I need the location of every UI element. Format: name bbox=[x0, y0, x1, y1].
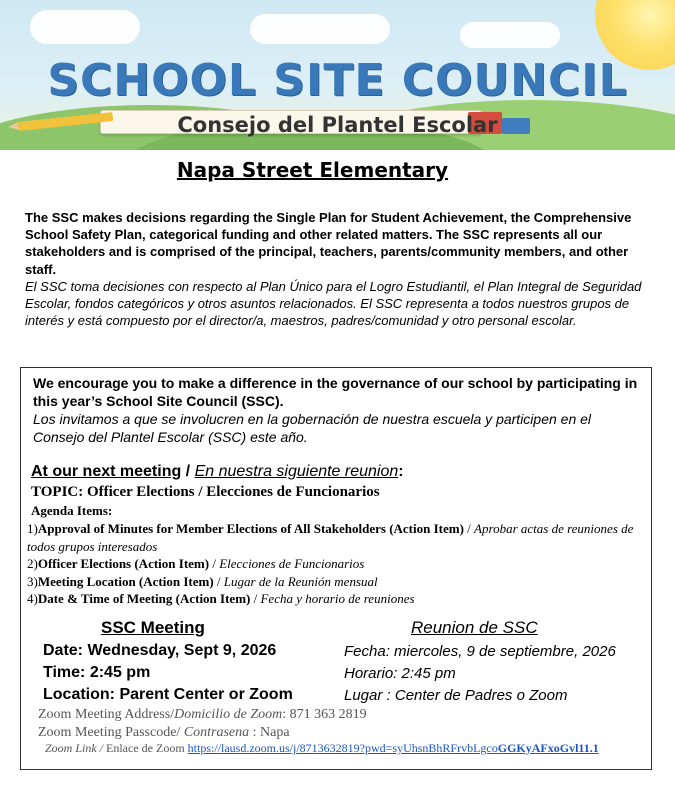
cloud-illustration bbox=[30, 10, 140, 44]
next-meeting-colon: : bbox=[398, 463, 404, 480]
zoom-link-label: Zoom Link / bbox=[45, 741, 107, 755]
school-name: Napa Street Elementary bbox=[176, 158, 449, 182]
zoom-link-text-tail: GGKyAFxoGvl11.1 bbox=[497, 741, 599, 755]
reunion-heading: Reunion de SSC bbox=[411, 618, 538, 637]
agenda-list bbox=[27, 520, 647, 608]
meeting-time-spanish: Horario: 2:45 pm bbox=[344, 665, 456, 682]
intro-english: The SSC makes decisions regarding the Single Plan for Student Achievement, the Comprehensive School Safety Plan, categorical funding and other related matters. The SSC represents all our stakeholders and is comprised of the principal, teachers, parents/community members, and other staff. bbox=[25, 210, 632, 277]
agenda-item-english: Approval of Minutes for Member Elections of All Stakeholders (Action Item) bbox=[37, 521, 464, 536]
meeting-topic: TOPIC: Officer Elections / Elecciones de Funcionarios bbox=[31, 484, 380, 500]
meeting-date-spanish: Fecha: miercoles, 9 de septiembre, 2026 bbox=[344, 643, 616, 660]
agenda-item-spanish: Aprobar actas de reuniones de todos grupos interesados bbox=[27, 521, 634, 554]
agenda-item-separator: / bbox=[213, 573, 224, 589]
zoom-meeting-link[interactable] bbox=[188, 741, 599, 755]
cloud-illustration bbox=[250, 14, 390, 44]
zoom-address-value: : 871 363 2819 bbox=[282, 707, 367, 722]
zoom-address-label-spanish: Domicilio de Zoom bbox=[174, 707, 283, 722]
zoom-passcode bbox=[38, 725, 290, 741]
agenda-item-separator: / bbox=[463, 521, 475, 536]
meeting-location-spanish: Lugar : Center de Padres o Zoom bbox=[344, 687, 568, 704]
header-banner bbox=[0, 0, 675, 150]
agenda-item-spanish: Lugar de la Reunión mensual bbox=[223, 573, 378, 589]
zoom-link-label-spanish: Enlace de Zoom bbox=[106, 741, 188, 755]
meeting-time-english: Time: 2:45 pm bbox=[43, 664, 151, 681]
agenda-item-english: Date & Time of Meeting (Action Item) bbox=[37, 591, 251, 606]
meeting-location-english: Location: Parent Center or Zoom bbox=[43, 686, 293, 703]
agenda-heading: Agenda Items: bbox=[31, 503, 113, 518]
agenda-item bbox=[27, 573, 647, 591]
agenda-item-number: 1) bbox=[27, 521, 38, 536]
zoom-address bbox=[38, 707, 367, 723]
zoom-link-text: https://lausd.zoom.us/j/8713632819?pwd=syUhsnBhRFrvbLgco bbox=[187, 741, 498, 755]
intro-spanish: El SSC toma decisiones con respecto al Plan Único para el Logro Estudiantil, el Plan Integral de Seguridad Escolar, fondos categóricos y otros asuntos relacionados. El SSC representa a todos nuestros grupos de interés y está compuesto por el director/a, maestros, padres/comunidad y otro personal escolar. bbox=[25, 278, 642, 329]
encourage-section bbox=[33, 374, 643, 446]
agenda-item-number: 3) bbox=[27, 573, 38, 589]
zoom-passcode-label-spanish: Contrasena bbox=[183, 725, 250, 740]
zoom-passcode-label: Zoom Meeting Passcode/ bbox=[38, 725, 184, 740]
cloud-illustration bbox=[460, 22, 560, 48]
zoom-passcode-value: : Napa bbox=[249, 725, 290, 740]
agenda-item-spanish: Elecciones de Funcionarios bbox=[219, 556, 365, 571]
intro-section bbox=[25, 209, 645, 329]
agenda-item-separator: / bbox=[250, 591, 261, 606]
agenda-item-english: Officer Elections (Action Item) bbox=[37, 556, 210, 571]
agenda-item-english: Meeting Location (Action Item) bbox=[37, 573, 214, 589]
meeting-info-box bbox=[20, 367, 652, 770]
next-meeting-heading bbox=[31, 463, 404, 481]
agenda-item-number: 4) bbox=[27, 591, 38, 606]
agenda-item-spanish: Fecha y horario de reuniones bbox=[260, 591, 415, 606]
ssc-meeting-heading: SSC Meeting bbox=[101, 618, 205, 637]
next-meeting-spanish: En nuestra siguiente reunion bbox=[194, 463, 399, 480]
next-meeting-english: At our next meeting bbox=[31, 463, 182, 480]
banner-title: SCHOOL SITE COUNCIL bbox=[47, 55, 628, 106]
banner-subtitle: Consejo del Plantel Escolar bbox=[177, 113, 498, 137]
agenda-item-separator: / bbox=[209, 556, 220, 571]
agenda-item bbox=[27, 590, 647, 608]
encourage-spanish: Los invitamos a que se involucren en la gobernación de nuestra escuela y participen en el Consejo del Plantel Escolar (SSC) este año. bbox=[33, 411, 592, 445]
encourage-english: We encourage you to make a difference in the governance of our school by participating in this year’s School Site Council (SSC). bbox=[33, 375, 638, 409]
agenda-item bbox=[27, 520, 647, 555]
next-meeting-separator: / bbox=[181, 463, 195, 480]
agenda-item bbox=[27, 555, 647, 573]
agenda-item-number: 2) bbox=[27, 556, 38, 571]
zoom-link-row bbox=[45, 741, 599, 756]
meeting-date-english: Date: Wednesday, Sept 9, 2026 bbox=[43, 642, 277, 659]
zoom-address-label: Zoom Meeting Address/ bbox=[38, 707, 175, 722]
